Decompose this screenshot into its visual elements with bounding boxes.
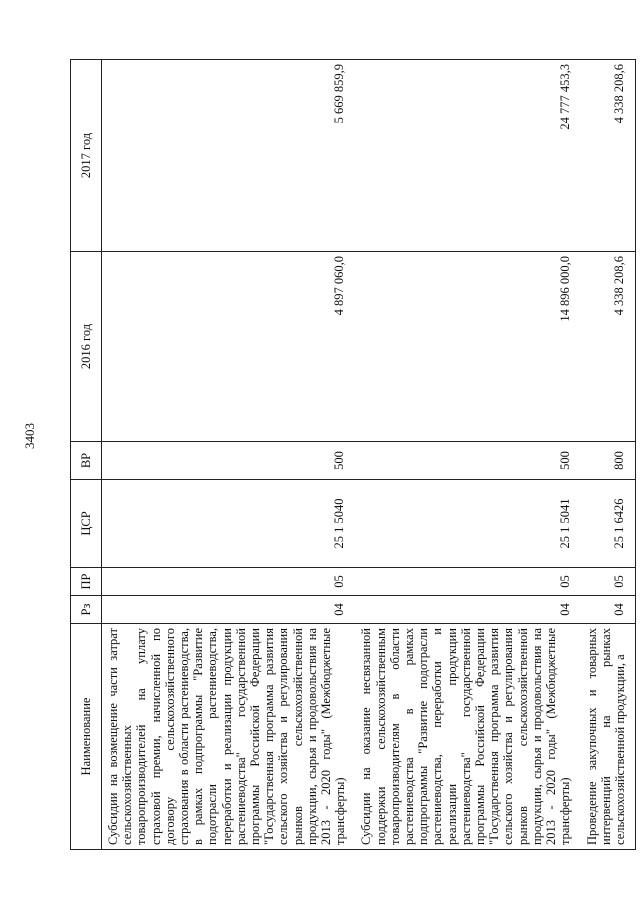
header-2016: 2016 год <box>71 252 102 442</box>
row-rz: 04 <box>581 596 636 624</box>
row-rz: 04 <box>355 596 580 624</box>
header-pr: ПР <box>71 568 102 596</box>
row-rz: 04 <box>102 596 356 624</box>
header-name: Наименование <box>71 624 102 850</box>
row-pr: 05 <box>102 568 356 596</box>
row-pr: 05 <box>355 568 580 596</box>
row-2017: 5 669 859,9 <box>102 60 356 252</box>
table-row <box>581 60 636 850</box>
row-name: Субсидии на оказание несвязанной поддержки сельскохозяйственным товаропроизводителям в области растениеводства в рамках подпрограммы "Развитие подотрасли растениеводства, переработки и реализации продукции растениеводства" государственной программы Российской Федерации "Государственная программа развития сельского хозяйства и регулирования рынков сельскохозяйственной продукции, сырья и продовольствия на 2013 - 2020 годы" (Межбюджетные трансферты) <box>355 624 580 850</box>
budget-table-sheet <box>70 60 627 850</box>
row-2016: 4 338 208,6 <box>581 252 636 442</box>
row-csr: 25 1 6426 <box>581 480 636 568</box>
row-2016: 14 896 000,0 <box>355 252 580 442</box>
table-row <box>355 60 580 850</box>
row-vr: 800 <box>581 442 636 480</box>
header-csr: ЦСР <box>71 480 102 568</box>
row-2017: 24 777 453,3 <box>355 60 580 252</box>
page-number: 3403 <box>22 423 37 449</box>
table-row <box>102 60 356 850</box>
row-vr: 500 <box>355 442 580 480</box>
table-header-row <box>71 60 102 850</box>
header-2017: 2017 год <box>71 60 102 252</box>
header-rz: Рз <box>71 596 102 624</box>
row-csr: 25 1 5040 <box>102 480 356 568</box>
budget-table <box>70 59 636 850</box>
row-2016: 4 897 060,0 <box>102 252 356 442</box>
row-name: Проведение закупочных и товарных интервенций на рынках сельскохозяйственной продукции, а <box>581 624 636 850</box>
row-csr: 25 1 5041 <box>355 480 580 568</box>
row-name: Субсидии на возмещение части затрат сельскохозяйственных товаропроизводителей на уплату страховой премии, начисленной по договору сельскохозяйственного страхования в области растениеводства, в рамках подпрограммы "Развитие подотрасли растениеводства, переработки и реализации продукции растениеводства" государственной программы Российской Федерации "Государственная программа развития сельского хозяйства и регулирования рынков сельскохозяйственной продукции, сырья и продовольствия на 2013 - 2020 годы" (Межбюджетные трансферты) <box>102 624 356 850</box>
row-2017: 4 338 208,6 <box>581 60 636 252</box>
header-vr: ВР <box>71 442 102 480</box>
row-vr: 500 <box>102 442 356 480</box>
row-pr: 05 <box>581 568 636 596</box>
